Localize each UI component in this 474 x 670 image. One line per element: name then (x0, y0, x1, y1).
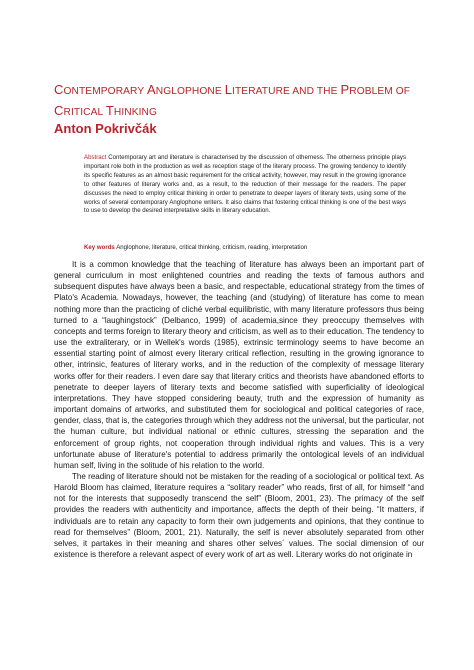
body-paragraph-2: The reading of literature should not be mistaken for the reading of a sociological or political text. As Harold Bloom has claimed, literature requires a “solitary reader” who reads, first of all, for himself “and not for the interests that supposedly transcend the self” (Bloom, 2001, 23). The primacy of the self provides the readers with authenticity and importance, affects the depth of their being. “It matters, if individuals are to retain any capacity to form their own judgements and opinions, that they continue to read for themselves” (Bloom, 2001, 21). Naturally, the self is never absolutely separated from other selves, it partakes in their meaning and shares other selves´ values. The social dimension of our existence is therefore a relevant aspect of every work of art as well. Literary works do not originate in (54, 471, 424, 560)
title-word: RITICAL (63, 107, 106, 118)
title-initial: L (224, 82, 233, 97)
title-initial: C (54, 103, 64, 118)
author-name: Anton Pokrivčák (54, 121, 157, 136)
abstract-text: Contemporary art and literature is characterised by the discussion of otherness. The otherness principle plays important role both in the production as well as reception stage of the literary process. The growing tendency to identify its specific features as an almost basic requirement for the critical activity, however, may result in the growing ignorance to other features of literary works and, as a result, to the reduction of their message for the readers. The paper discusses the need to employ critical thinking in order to penetrate to deeper layers of literary texts, using some of the works of several contemporary Anglophone writers. It also claims that fostering critical thinking is one of the best ways to use to develop the desired interpretative skills in literary education. (84, 154, 406, 215)
keywords-block (84, 244, 414, 252)
title-word: ONTEMPORARY (63, 86, 147, 97)
abstract-block (84, 154, 406, 216)
body-text (54, 259, 424, 560)
title-word: ROBLEM OF (349, 86, 411, 97)
abstract-label: Abstract (84, 154, 107, 161)
title-initial: C (54, 82, 64, 97)
title-initial: P (340, 82, 350, 97)
title-word: HINKING (113, 107, 158, 118)
title-word: ITERATURE AND THE (232, 86, 341, 97)
title-initial: A (146, 82, 156, 97)
paper-title (54, 80, 426, 122)
keywords-text: Anglophone, literature, critical thinking, criticism, reading, interpretation (116, 244, 308, 251)
title-word: NGLOPHONE (155, 86, 225, 97)
body-paragraph-1: It is a common knowledge that the teaching of literature has always been an important part of general curriculum in most enlightened countries and reading the texts of famous authors and subsequent disputes have always been a basic, and respectable, educational strategy from the times of Plato's Academia. Nowadays, however, the teaching (and (studying) of literature has come to mean nothing more than the practicing of cliché verbal equilibristic, with many literature professors thus being turned to a “laughingstock” (Delbanco, 1999) of academia,since they preoccupy themselves with concepts and terms foreign to literary theory and criticism, as well as to their education. The tendency to use the extraliterary, or in Wellek's words (1985), extrinsic terminology seems to have become an essential starting point of almost every literary critical reflection, resulting in the growing ignorance to other, intrinsic, features of literary works, and in the reduction of the complexity of message literary works offer for their readers. I even dare say that literary critics and theorists have abandoned efforts to penetrate to deeper layers of literary texts and become satisfied with superficiality of ideological interpretations. They have stopped considering beauty, truth and the expression of humanity as important domains of artworks, and substituted them for sociological and political categories of race, gender, class, that is, the categories through which they address not the universal, but the particular, not the human culture, but individual national or ethnic cultures, stressing the separation and the enforcement of group rights, not cooperation through individual rights and values. This is a very unfortunate abuse of literature's potential to address primarily the ontological levels of an individual human self, living in the solitude of his relation to the world. (54, 260, 424, 470)
title-initial: T (105, 103, 114, 118)
keywords-label: Key words (84, 244, 115, 251)
